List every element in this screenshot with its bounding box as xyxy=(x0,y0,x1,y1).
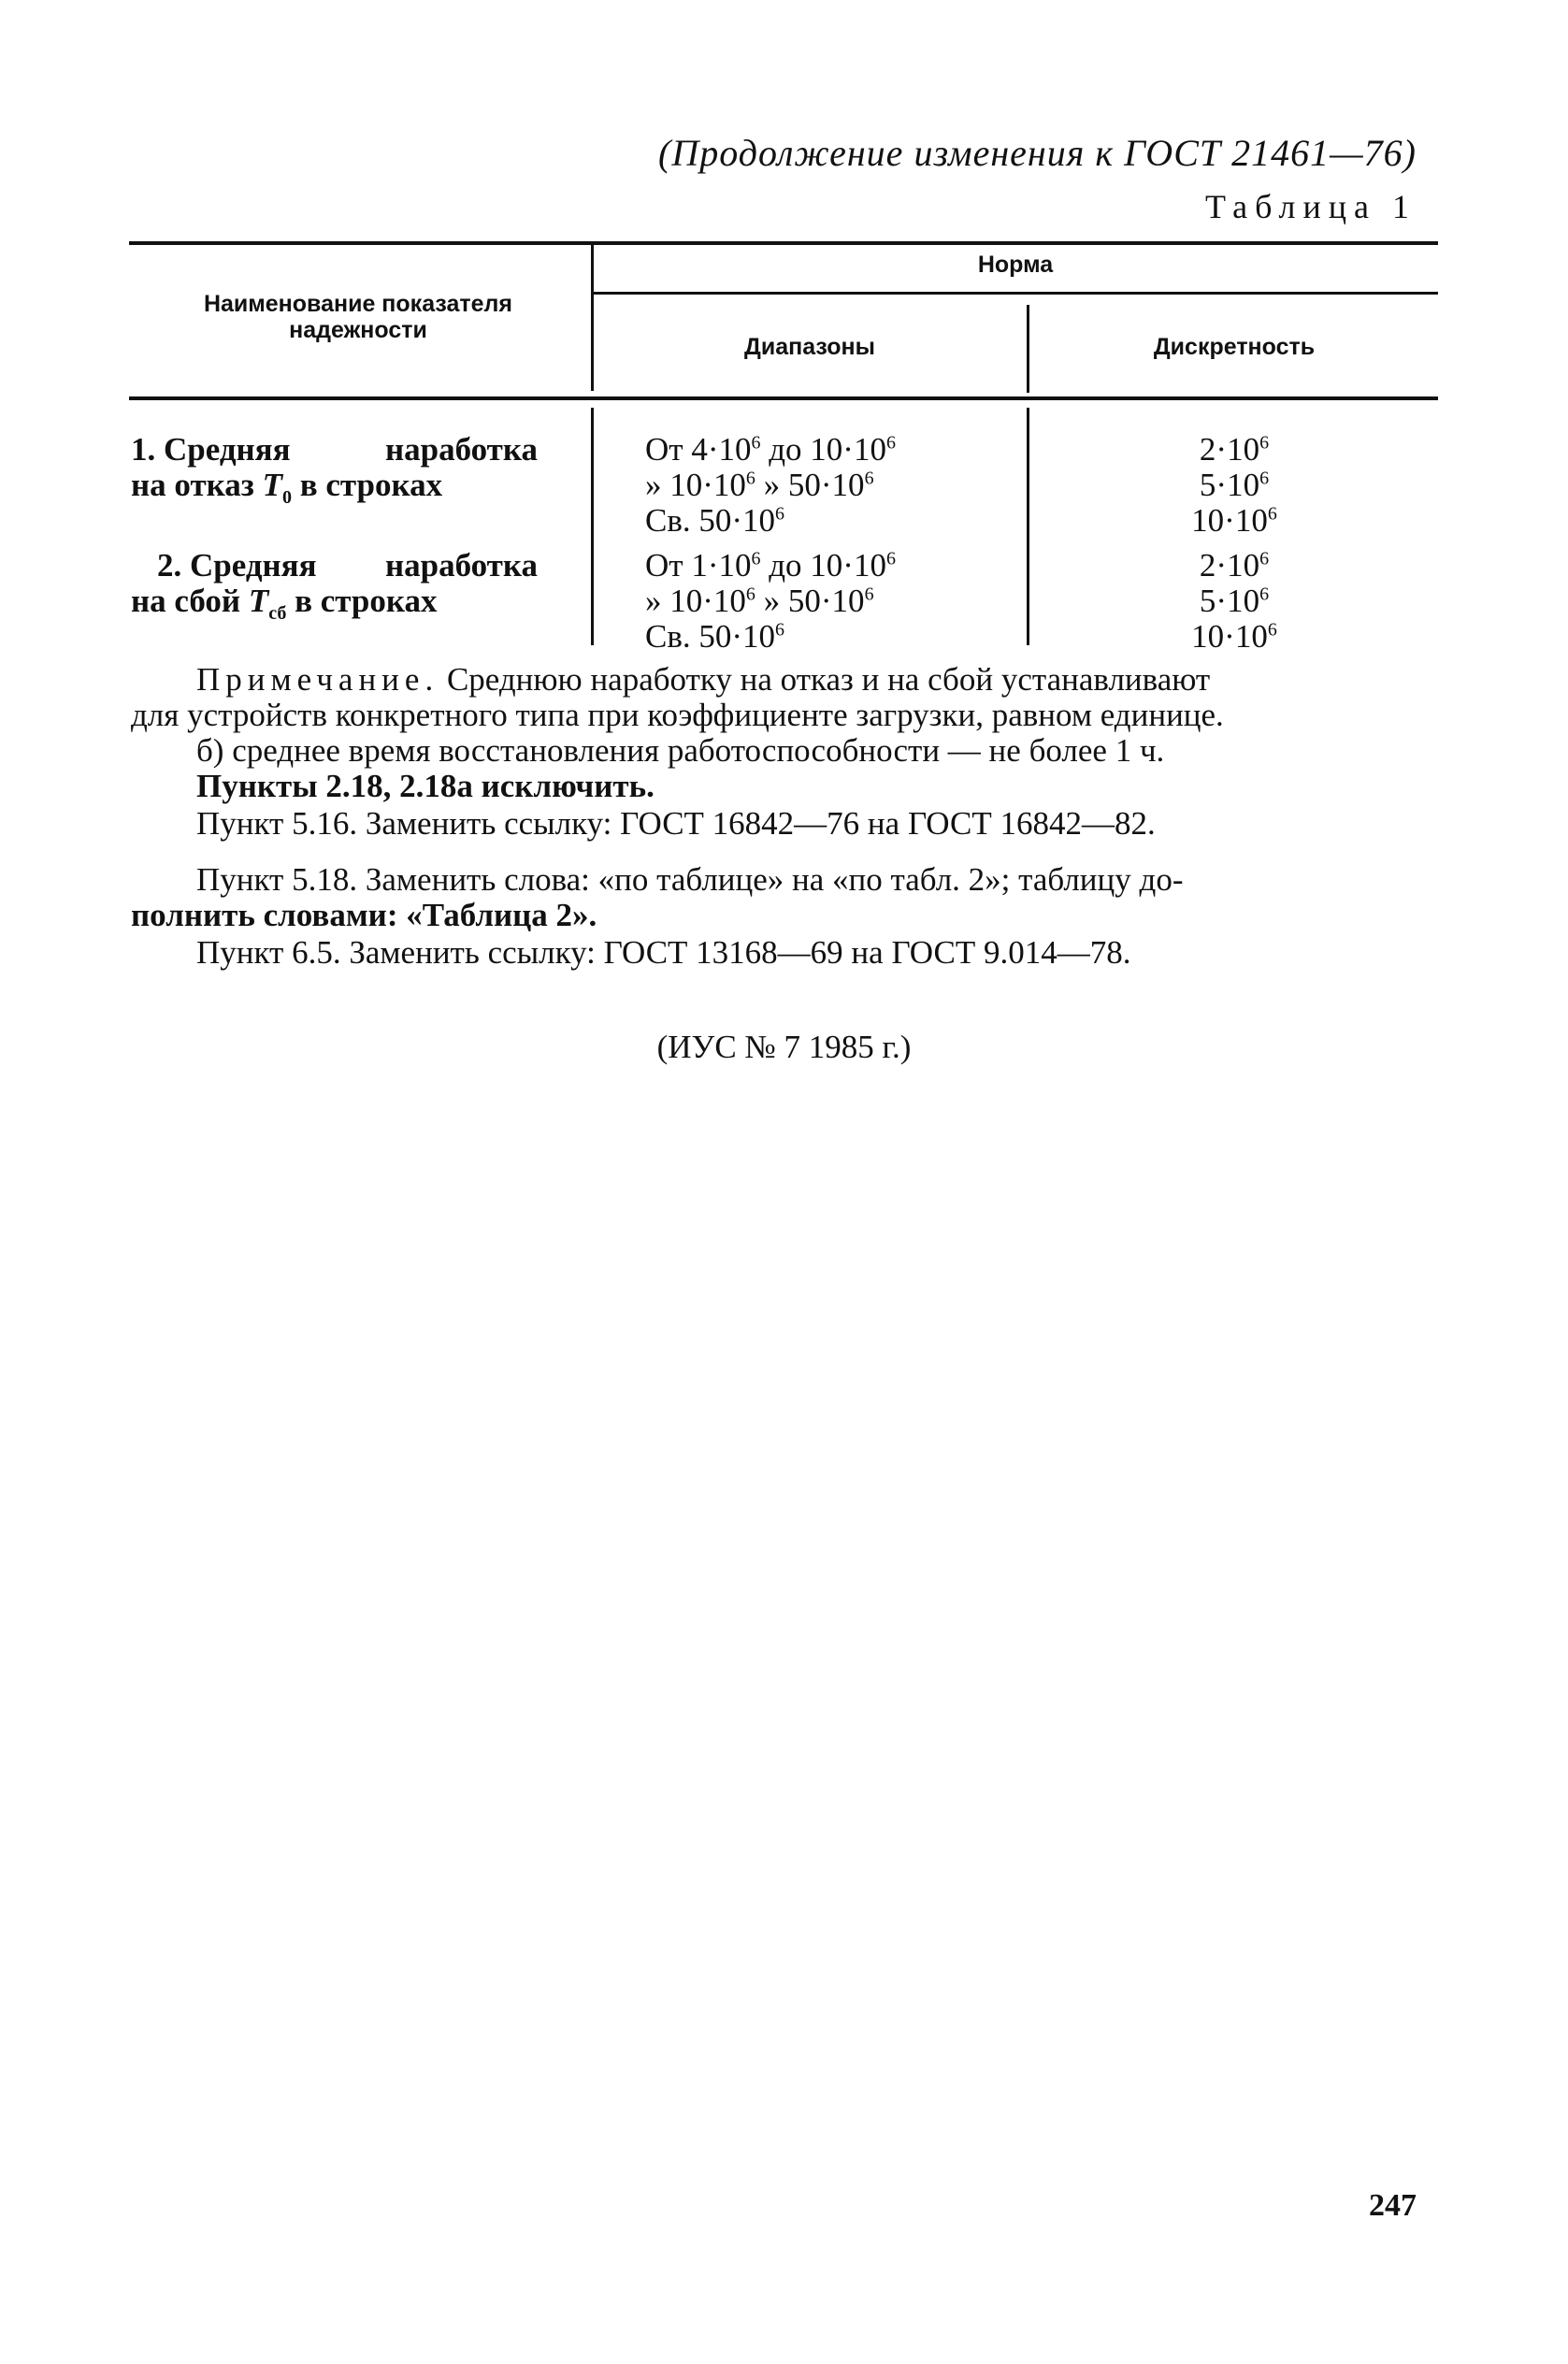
col-divider-1-header xyxy=(591,245,594,391)
row-2-discreteness xyxy=(1030,548,1438,655)
continuation-header: (Продолжение изменения к ГОСТ 21461—76) xyxy=(658,132,1417,174)
row-1-discreteness xyxy=(1030,432,1438,539)
row-1-symbol: T xyxy=(262,467,282,503)
row-1-indicator-name xyxy=(131,432,538,515)
item-5-18 xyxy=(131,862,1435,933)
item-6-5: Пункт 6.5. Заменить ссылку: ГОСТ 13168—69 на ГОСТ 9.014—78. xyxy=(196,934,1131,971)
col-divider-2-body xyxy=(1027,408,1029,645)
header-indicator-name xyxy=(157,292,559,343)
header-indicator-name-line2: надежности xyxy=(289,316,427,343)
table-top-rule xyxy=(129,241,1438,245)
row-1-ranges xyxy=(645,432,896,539)
page-number: 247 xyxy=(1369,2188,1417,2223)
row-2-symbol: T xyxy=(248,583,269,619)
note-text-1: Среднюю наработку на отказ и на сбой устанавливают xyxy=(446,661,1211,698)
row-1-discrete-1: $2\cdot 10^6$ xyxy=(1199,431,1270,468)
header-norm: Норма xyxy=(977,252,1054,278)
note-text-2: для устройств конкретного типа при коэффициенте загрузки, равном единице. xyxy=(131,697,1224,733)
row-1-name-left: 1. Средняя xyxy=(131,431,291,468)
row-2-indicator-name xyxy=(131,548,538,631)
item-5-18-line2: полнить словами: «Таблица 2». xyxy=(131,897,597,933)
col-divider-1-body xyxy=(591,408,594,645)
note-label: Примечание. xyxy=(196,661,439,698)
row-1-discrete-3: $10\cdot 10^6$ xyxy=(1191,502,1277,539)
header-bottom-rule xyxy=(129,396,1438,400)
header-indicator-name-line1: Наименование показателя xyxy=(203,291,513,317)
row-2-name-line2: на сбой xyxy=(131,583,241,619)
norm-underline-rule xyxy=(593,292,1438,295)
row-1-range-3: Св. $50\cdot 10^6$ xyxy=(645,502,785,539)
table-label: Таблица 1 xyxy=(1205,188,1417,225)
row-1-range-2: » $10\cdot 10^6$ » $50\cdot 10^6$ xyxy=(645,467,874,503)
note-line-1 xyxy=(131,662,1435,698)
row-2-name-right: наработка xyxy=(384,547,538,584)
row-1-name-line2-end: в строках xyxy=(299,467,443,503)
row-2-discrete-2: $5\cdot 10^6$ xyxy=(1199,583,1270,619)
header-ranges: Диапазоны xyxy=(744,334,875,360)
item-5-16: Пункт 5.16. Заменить ссылку: ГОСТ 16842—76 на ГОСТ 16842—82. xyxy=(196,805,1156,842)
row-2-range-3: Св. $50\cdot 10^6$ xyxy=(645,618,785,655)
row-2-name-line2-end: в строках xyxy=(295,583,438,619)
col-divider-2-header xyxy=(1027,305,1029,393)
row-1-name-right: наработка xyxy=(384,431,538,468)
item-b: б) среднее время восстановления работоспособности — не более 1 ч. xyxy=(196,732,1165,769)
ius-reference: (ИУС № 7 1985 г.) xyxy=(656,1029,912,1065)
row-2-discrete-3: $10\cdot 10^6$ xyxy=(1191,618,1277,655)
row-1-range-1: От $4\cdot 10^6$ до $10\cdot 10^6$ xyxy=(645,431,896,468)
row-2-discrete-1: $2\cdot 10^6$ xyxy=(1199,547,1270,584)
row-2-symbol-sub: сб xyxy=(268,603,287,624)
items-2-18: Пункты 2.18, 2.18а исключить. xyxy=(196,768,655,804)
item-5-18-line1: Пункт 5.18. Заменить слова: «по таблице» на «по табл. 2»; таблицу до- xyxy=(196,861,1184,898)
row-1-discrete-2: $5\cdot 10^6$ xyxy=(1199,467,1270,503)
row-2-range-2: » $10\cdot 10^6$ » $50\cdot 10^6$ xyxy=(645,583,874,619)
note-block xyxy=(131,662,1435,804)
header-discreteness: Дискретность xyxy=(1153,334,1316,360)
row-1-symbol-sub: 0 xyxy=(282,487,292,508)
row-2-ranges xyxy=(645,548,896,655)
row-1-name-line2: на отказ xyxy=(131,467,254,503)
row-2-range-1: От $1\cdot 10^6$ до $10\cdot 10^6$ xyxy=(645,547,896,584)
row-2-name-left: 2. Средняя xyxy=(157,547,317,584)
